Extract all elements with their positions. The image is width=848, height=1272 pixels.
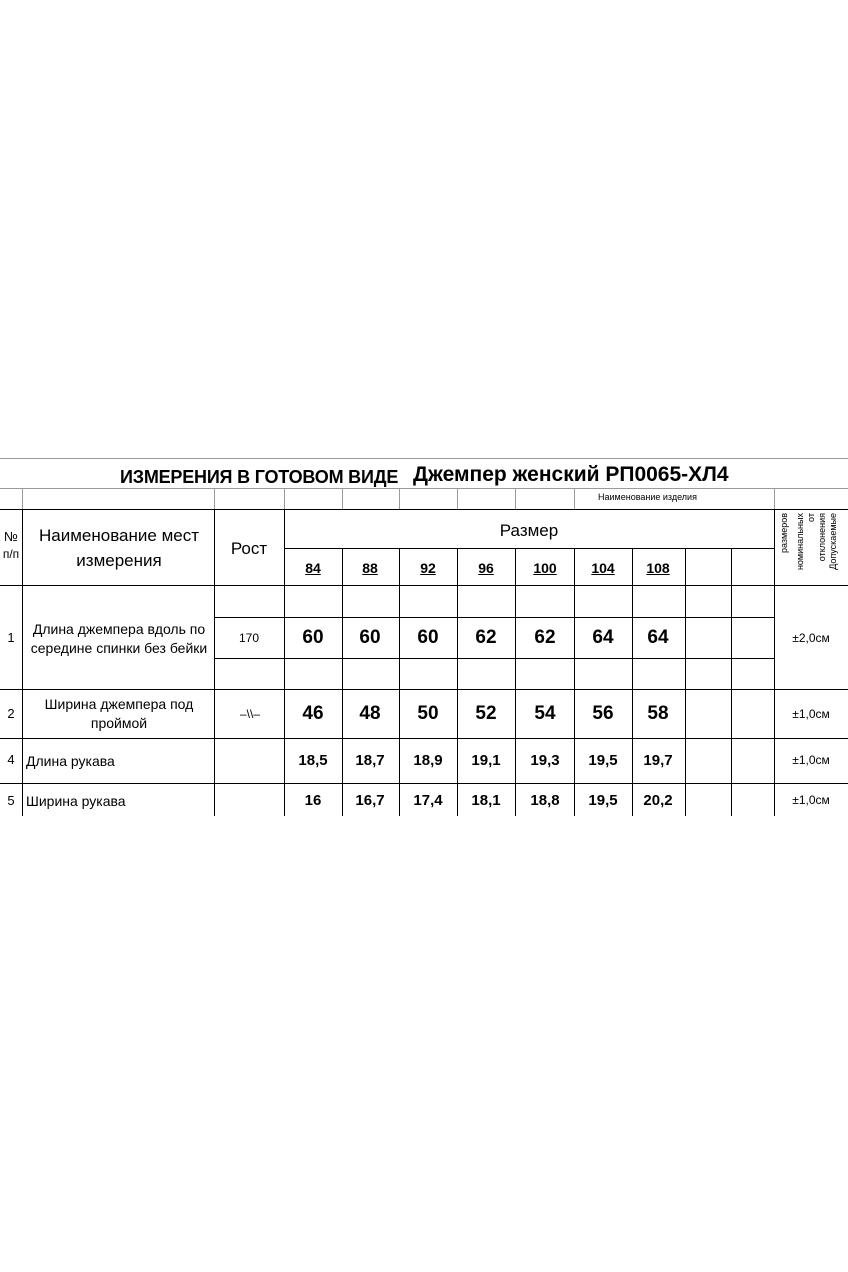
value-cell: 19,5 [588,792,618,809]
title-bottom-border [0,488,848,489]
row-tolerance: ±1,0см [792,793,830,807]
col-line [731,548,732,816]
caption-gridline [284,489,285,509]
value-cell: 16,7 [355,792,385,809]
caption-gridline [342,489,343,509]
row-line [0,738,848,739]
caption-gridline [457,489,458,509]
sheet-title: ИЗМЕРЕНИЯ В ГОТОВОМ ВИДЕ [120,467,399,487]
row-line [0,689,848,690]
row-height: 170 [238,631,260,645]
row-tolerance: ±1,0см [792,707,830,721]
value-cell: 19,3 [530,752,560,769]
value-cell: 58 [647,703,669,724]
col-line [214,509,215,816]
row-measure-name: Длина джемпера вдоль по [32,621,206,637]
size-label: 100 [533,560,557,576]
row1-subline [214,658,774,659]
size-label: 108 [646,560,670,576]
row-measure-name: Длина рукава [26,753,115,769]
value-cell: 19,7 [643,752,673,769]
row-tolerance: ±2,0см [792,631,830,645]
size-label: 92 [420,560,436,576]
header-bottom-line [0,585,848,586]
col-line [284,509,285,816]
size-label: 104 [591,560,615,576]
value-cell: 50 [417,703,439,724]
col-line [399,548,400,816]
value-cell: 17,4 [413,792,443,809]
value-cell: 18,5 [298,752,328,769]
value-cell: 64 [592,627,614,648]
value-cell: 16 [304,792,322,809]
value-cell: 18,7 [355,752,385,769]
product-caption: Наименование изделия [598,492,697,502]
col-line [457,548,458,816]
row-number: 1 [7,630,15,645]
tolerance-label-3: от [806,513,816,522]
value-cell: 48 [359,703,381,724]
value-cell: 62 [475,627,497,648]
col-line [574,548,575,816]
value-cell: 19,5 [588,752,618,769]
caption-gridline [515,489,516,509]
caption-gridline [399,489,400,509]
caption-gridline [774,489,775,509]
col-line [22,509,23,816]
value-cell: 18,1 [471,792,501,809]
caption-gridline [22,489,23,509]
col-line [774,509,775,816]
value-cell: 54 [534,703,556,724]
tolerance-label-2: отклонения [817,513,827,562]
row-measure-name-2: проймой [90,715,148,731]
value-cell: 60 [417,627,439,648]
tolerance-label-5: размеров [779,513,789,554]
header-height: Рост [230,539,268,558]
table-top-line [0,509,848,510]
size-divider-line [284,548,774,549]
value-cell: 52 [475,703,497,724]
value-cell: 19,1 [471,752,501,769]
header-measure-name-2: измерения [76,551,162,570]
col-line [632,548,633,816]
value-cell: 20,2 [643,792,673,809]
value-cell: 62 [534,627,556,648]
row-number: 4 [7,752,15,767]
value-cell: 18,8 [530,792,560,809]
value-cell: 60 [302,627,324,648]
header-number-sub: п/п [2,547,20,561]
row-measure-name: Ширина джемпера под [44,696,194,712]
header-measure-name: Наименование мест [39,526,199,545]
header-number: № [4,529,18,544]
col-line [685,548,686,816]
measurement-sheet [0,458,848,816]
tolerance-label-1: Допускаемые [828,513,838,570]
value-cell: 60 [359,627,381,648]
size-label: 88 [362,560,378,576]
value-cell: 64 [647,627,669,648]
top-border [0,458,848,459]
row-height: –\\– [239,707,261,721]
row-measure-name: Ширина рукава [26,793,126,809]
value-cell: 18,9 [413,752,443,769]
col-line [342,548,343,816]
row-number: 2 [7,706,15,721]
row-line [0,783,848,784]
size-label: 96 [478,560,494,576]
tolerance-label-4: номинальных [795,513,805,571]
value-cell: 56 [592,703,614,724]
col-line [515,548,516,816]
row1-subline [214,617,774,618]
header-size: Размер [499,521,559,540]
row-measure-name-2: середине спинки без бейки [30,640,208,656]
caption-gridline [214,489,215,509]
row-tolerance: ±1,0см [792,753,830,767]
product-name: Джемпер женский РП0065-ХЛ4 [413,463,729,486]
caption-gridline [574,489,575,509]
size-label: 84 [305,560,321,576]
row-number: 5 [7,793,15,808]
value-cell: 46 [302,703,324,724]
